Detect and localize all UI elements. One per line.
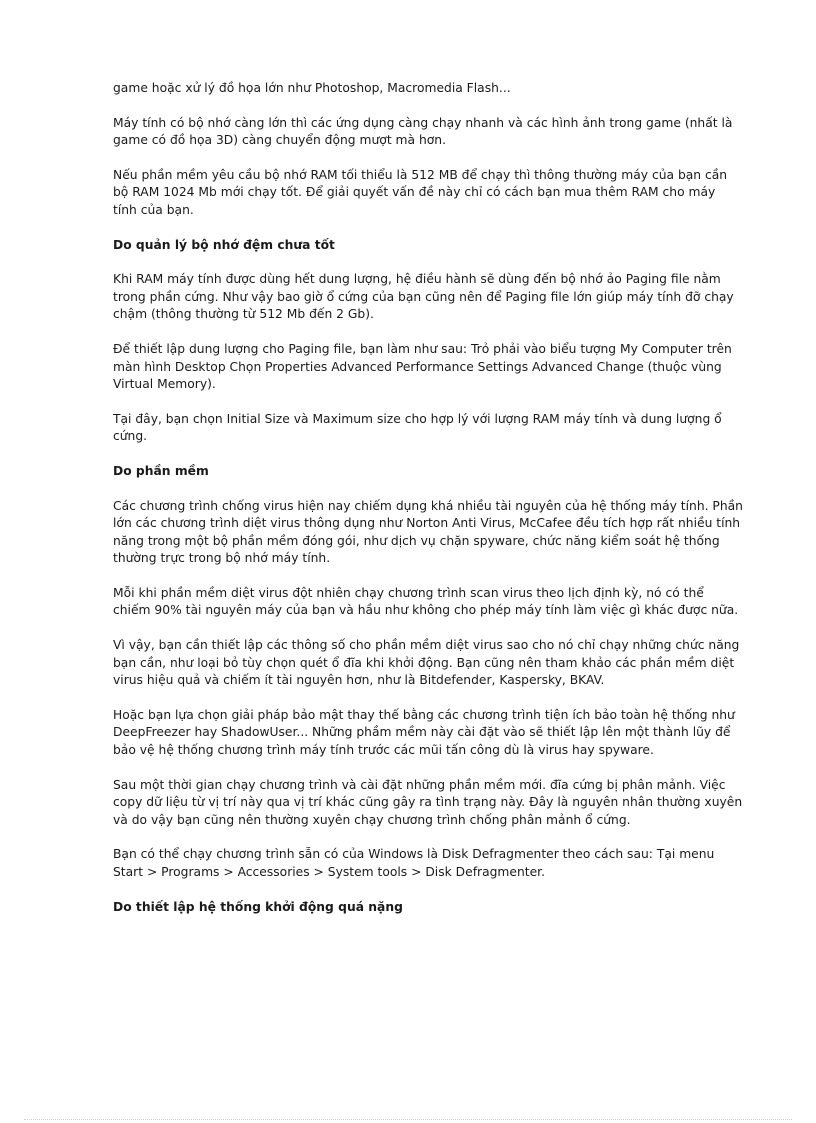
section-heading: Do thiết lập hệ thống khởi động quá nặng xyxy=(113,899,403,914)
paragraph: Khi RAM máy tính được dùng hết dung lượng, hệ điều hành sẽ dùng đến bộ nhớ ảo Paging file nằm trong phần cứng. Như vậy bao giờ ổ cứng của bạn cũng nên để Paging file lớn giúp máy tính đỡ chạy chậm (thông thường từ 512 Mb đến 2 Gb). xyxy=(113,272,734,322)
section-heading: Do phần mềm xyxy=(113,463,209,478)
paragraph: Máy tính có bộ nhớ càng lớn thì các ứng dụng càng chạy nhanh và các hình ảnh trong game (nhất là game có đồ họa 3D) càng chuyển động mượt mà hơn. xyxy=(113,115,733,148)
paragraph: Sau một thời gian chạy chương trình và cài đặt những phần mềm mới. đĩa cứng bị phân mảnh. Việc copy dữ liệu từ vị trí này qua vị trí khác cũng gây ra tình trạng này. Đây là nguyên nhân thường xuyên và do vậy bạn cũng nên thường xuyên chạy chương trình chống phân mảnh ổ cứng. xyxy=(113,777,743,827)
paragraph: Hoặc bạn lựa chọn giải pháp bảo mật thay thế bằng các chương trình tiện ích bảo toàn hệ thống như DeepFreezer hay ShadowUser... Những phầm mềm này cài đặt vào sẽ thiết lập lên một thành lũy để bảo vệ hệ thống chương trình máy tính trước các mũi tấn công dù là virus hay spyware. xyxy=(113,707,735,758)
paragraph: Nếu phần mềm yêu cầu bộ nhớ RAM tối thiểu là 512 MB để chạy thì thông thường máy của bạn cần bộ RAM 1024 Mb mới chạy tốt. Để giải quyết vấn đề này chỉ có cách bạn mua thêm RAM cho máy tính của bạn. xyxy=(113,167,728,217)
paragraph: Bạn có thể chạy chương trình sẵn có của Windows là Disk Defragmenter theo cách sau: Tại menu Start > Programs > Accessories > System tools > Disk Defragmenter. xyxy=(113,847,715,879)
paragraph: Để thiết lập dung lượng cho Paging file, bạn làm như sau: Trỏ phải vào biểu tượng My Computer trên màn hình Desktop Chọn Properties Advanced Performance Settings Advanced Change (thuộc vùng Virtual Memory). xyxy=(113,341,732,392)
paragraph: Tại đây, bạn chọn Initial Size và Maximum size cho hợp lý với lượng RAM máy tính và dung lượng ổ cứng. xyxy=(113,411,722,444)
page-bottom-divider xyxy=(24,1119,792,1120)
document-page xyxy=(113,80,743,933)
section-heading: Do quản lý bộ nhớ đệm chưa tốt xyxy=(113,237,335,252)
paragraph: game hoặc xử lý đồ họa lớn như Photoshop, Macromedia Flash... xyxy=(113,81,511,95)
paragraph: Vì vậy, bạn cần thiết lập các thông số cho phần mềm diệt virus sao cho nó chỉ chạy những chức năng bạn cần, như loại bỏ tùy chọn quét ổ đĩa khi khởi động. Bạn cũng nên tham khảo các phần mềm diệt virus hiệu quả và chiếm ít tài nguyên hơn, như là Bitdefender, Kaspersky, BKAV. xyxy=(113,638,740,688)
paragraph: Mỗi khi phần mềm diệt virus đột nhiên chạy chương trình scan virus theo lịch định kỳ, nó có thể chiếm 90% tài nguyên máy của bạn và hầu như không cho phép máy tính làm việc gì khác được nữa. xyxy=(113,585,739,618)
paragraph: Các chương trình chống virus hiện nay chiếm dụng khá nhiều tài nguyên của hệ thống máy tính. Phần lớn các chương trình diệt virus thông dụng như Norton Anti Virus, McCafee đều tích hợp rất nhiều tính năng trong một bộ phần mềm đóng gói, như dịch vụ chặn spyware, chức năng kiểm soát hệ thống thường trực trong bộ nhớ máy tính. xyxy=(113,498,743,566)
